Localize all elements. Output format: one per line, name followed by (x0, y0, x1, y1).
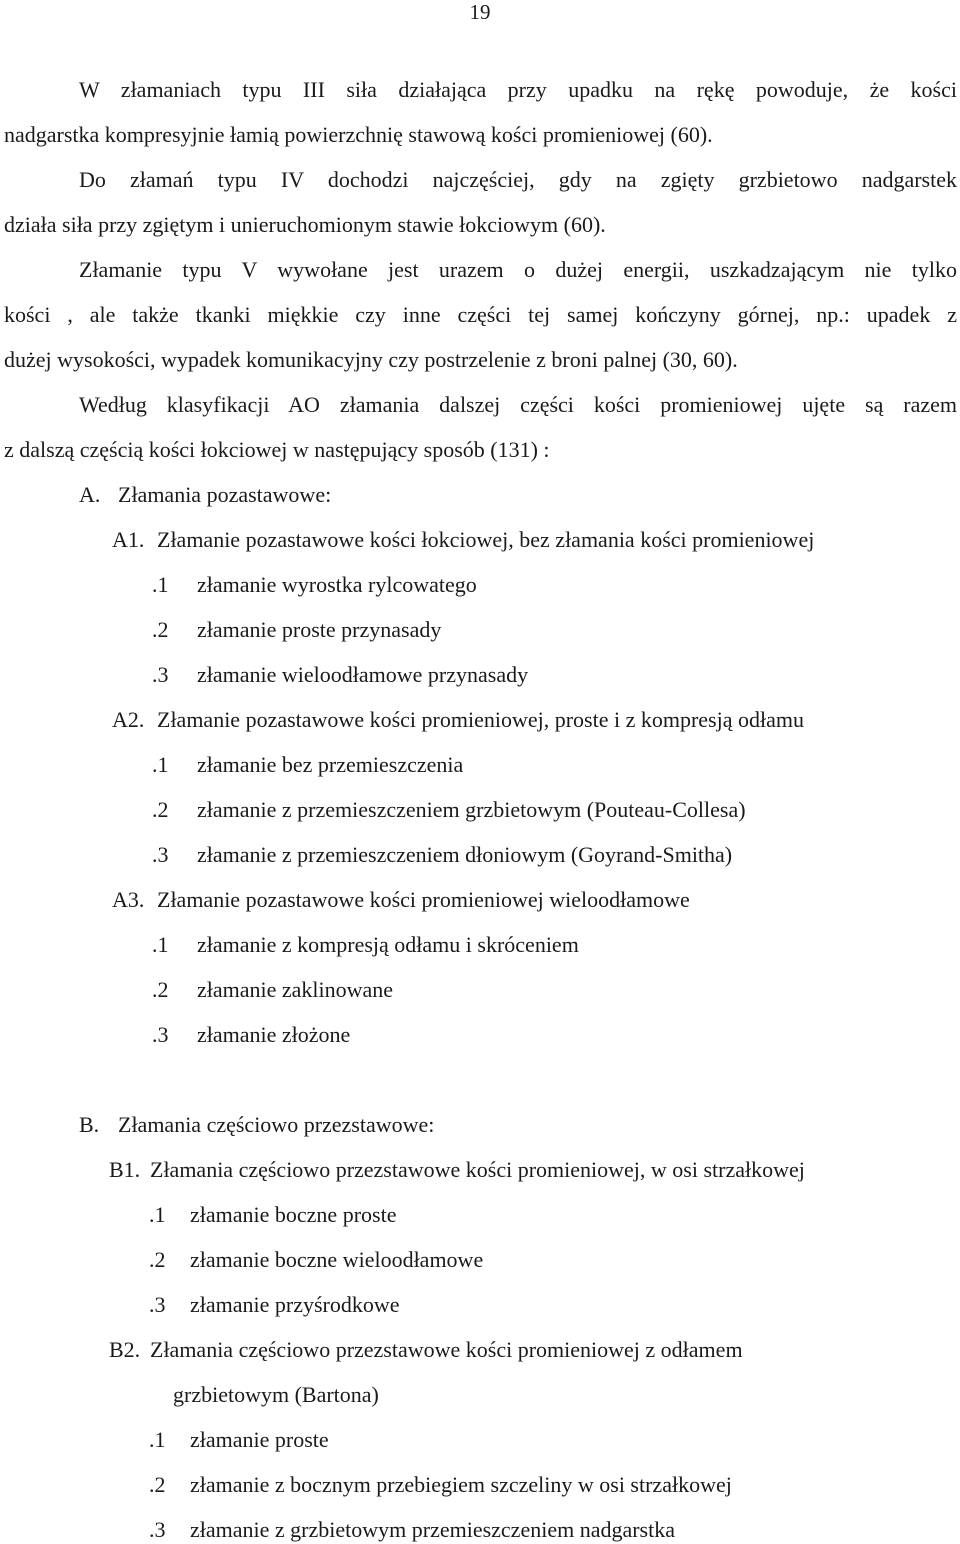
item-text: złamanie zaklinowane (197, 977, 394, 1002)
item-text: złamanie z kompresją odłamu i skróceniem (197, 932, 579, 957)
paragraph-2-line-1: Do złamań typu IV dochodzi najczęściej, gdy na zgięty grzbietowo nadgarstek (79, 167, 957, 192)
item-text: złamanie proste (190, 1427, 329, 1452)
item-code: .2 (152, 617, 169, 642)
item-text: złamanie przyśrodkowe (190, 1292, 400, 1317)
item-code: .3 (152, 1022, 169, 1047)
item-text: złamanie boczne wieloodłamowe (190, 1247, 484, 1272)
paragraph-3-line-2: kości , ale także tkanki miękkie czy inne części tej samej kończyny górnej, np.: upadek z (4, 302, 957, 327)
item-code: .3 (149, 1517, 166, 1542)
group-b2-code: B2. (109, 1337, 141, 1362)
section-b-title: Złamania częściowo przezstawowe: (118, 1112, 435, 1137)
group-a2-title: Złamanie pozastawowe kości promieniowej, proste i z kompresją odłamu (157, 707, 804, 732)
paragraph-4-line-1: Według klasyfikacji AO złamania dalszej części kości promieniowej ujęte są razem (79, 392, 957, 417)
group-a3-code: A3. (112, 887, 145, 912)
group-a1-code: A1. (112, 527, 145, 552)
group-b1-code: B1. (109, 1157, 141, 1182)
item-text: złamanie złożone (197, 1022, 351, 1047)
paragraph-1-line-1: W złamaniach typu III siła działająca przy upadku na rękę powoduje, że kości (79, 77, 957, 102)
paragraph-4-line-2: z dalszą częścią kości łokciowej w następujący sposób (131) : (4, 437, 550, 462)
item-text: złamanie wieloodłamowe przynasady (197, 662, 529, 687)
item-text: złamanie z przemieszczeniem dłoniowym (Goyrand-Smitha) (197, 842, 733, 867)
section-b-label: B. (79, 1112, 100, 1137)
item-code: .3 (149, 1292, 166, 1317)
section-a-label: A. (79, 482, 101, 507)
item-code: .2 (149, 1472, 166, 1497)
item-code: .1 (152, 572, 169, 597)
item-code: .3 (152, 662, 169, 687)
item-text: złamanie wyrostka rylcowatego (197, 572, 477, 597)
paragraph-3-line-3: dużej wysokości, wypadek komunikacyjny czy postrzelenie z broni palnej (30, 60). (4, 347, 738, 372)
paragraph-3-line-1: Złamanie typu V wywołane jest urazem o dużej energii, uszkadzającym nie tylko (79, 257, 957, 282)
item-code: .1 (149, 1202, 166, 1227)
item-text: złamanie z przemieszczeniem grzbietowym (Pouteau-Collesa) (197, 797, 746, 822)
item-code: .2 (152, 797, 169, 822)
item-text: złamanie proste przynasady (197, 617, 442, 642)
item-code: .1 (149, 1427, 166, 1452)
group-a1-title: Złamanie pozastawowe kości łokciowej, bez złamania kości promieniowej (157, 527, 815, 552)
item-text: złamanie z grzbietowym przemieszczeniem nadgarstka (190, 1517, 675, 1542)
group-b2-title-continuation: grzbietowym (Bartona) (173, 1382, 379, 1407)
section-a-title: Złamania pozastawowe: (118, 482, 332, 507)
item-code: .1 (152, 752, 169, 777)
paragraph-1-line-2: nadgarstka kompresyjnie łamią powierzchnię stawową kości promieniowej (60). (4, 122, 713, 147)
page-number: 19 (469, 0, 491, 24)
item-code: .2 (152, 977, 169, 1002)
item-code: .3 (152, 842, 169, 867)
item-text: złamanie z bocznym przebiegiem szczeliny w osi strzałkowej (190, 1472, 732, 1497)
item-text: złamanie bez przemieszczenia (197, 752, 464, 777)
group-b2-title: Złamania częściowo przezstawowe kości promieniowej z odłamem (150, 1337, 743, 1362)
group-a3-title: Złamanie pozastawowe kości promieniowej wieloodłamowe (157, 887, 690, 912)
item-text: złamanie boczne proste (190, 1202, 397, 1227)
item-code: .2 (149, 1247, 166, 1272)
group-b1-title: Złamania częściowo przezstawowe kości promieniowej, w osi strzałkowej (150, 1157, 805, 1182)
item-code: .1 (152, 932, 169, 957)
paragraph-2-line-2: działa siła przy zgiętym i unieruchomionym stawie łokciowym (60). (4, 212, 606, 237)
group-a2-code: A2. (112, 707, 145, 732)
